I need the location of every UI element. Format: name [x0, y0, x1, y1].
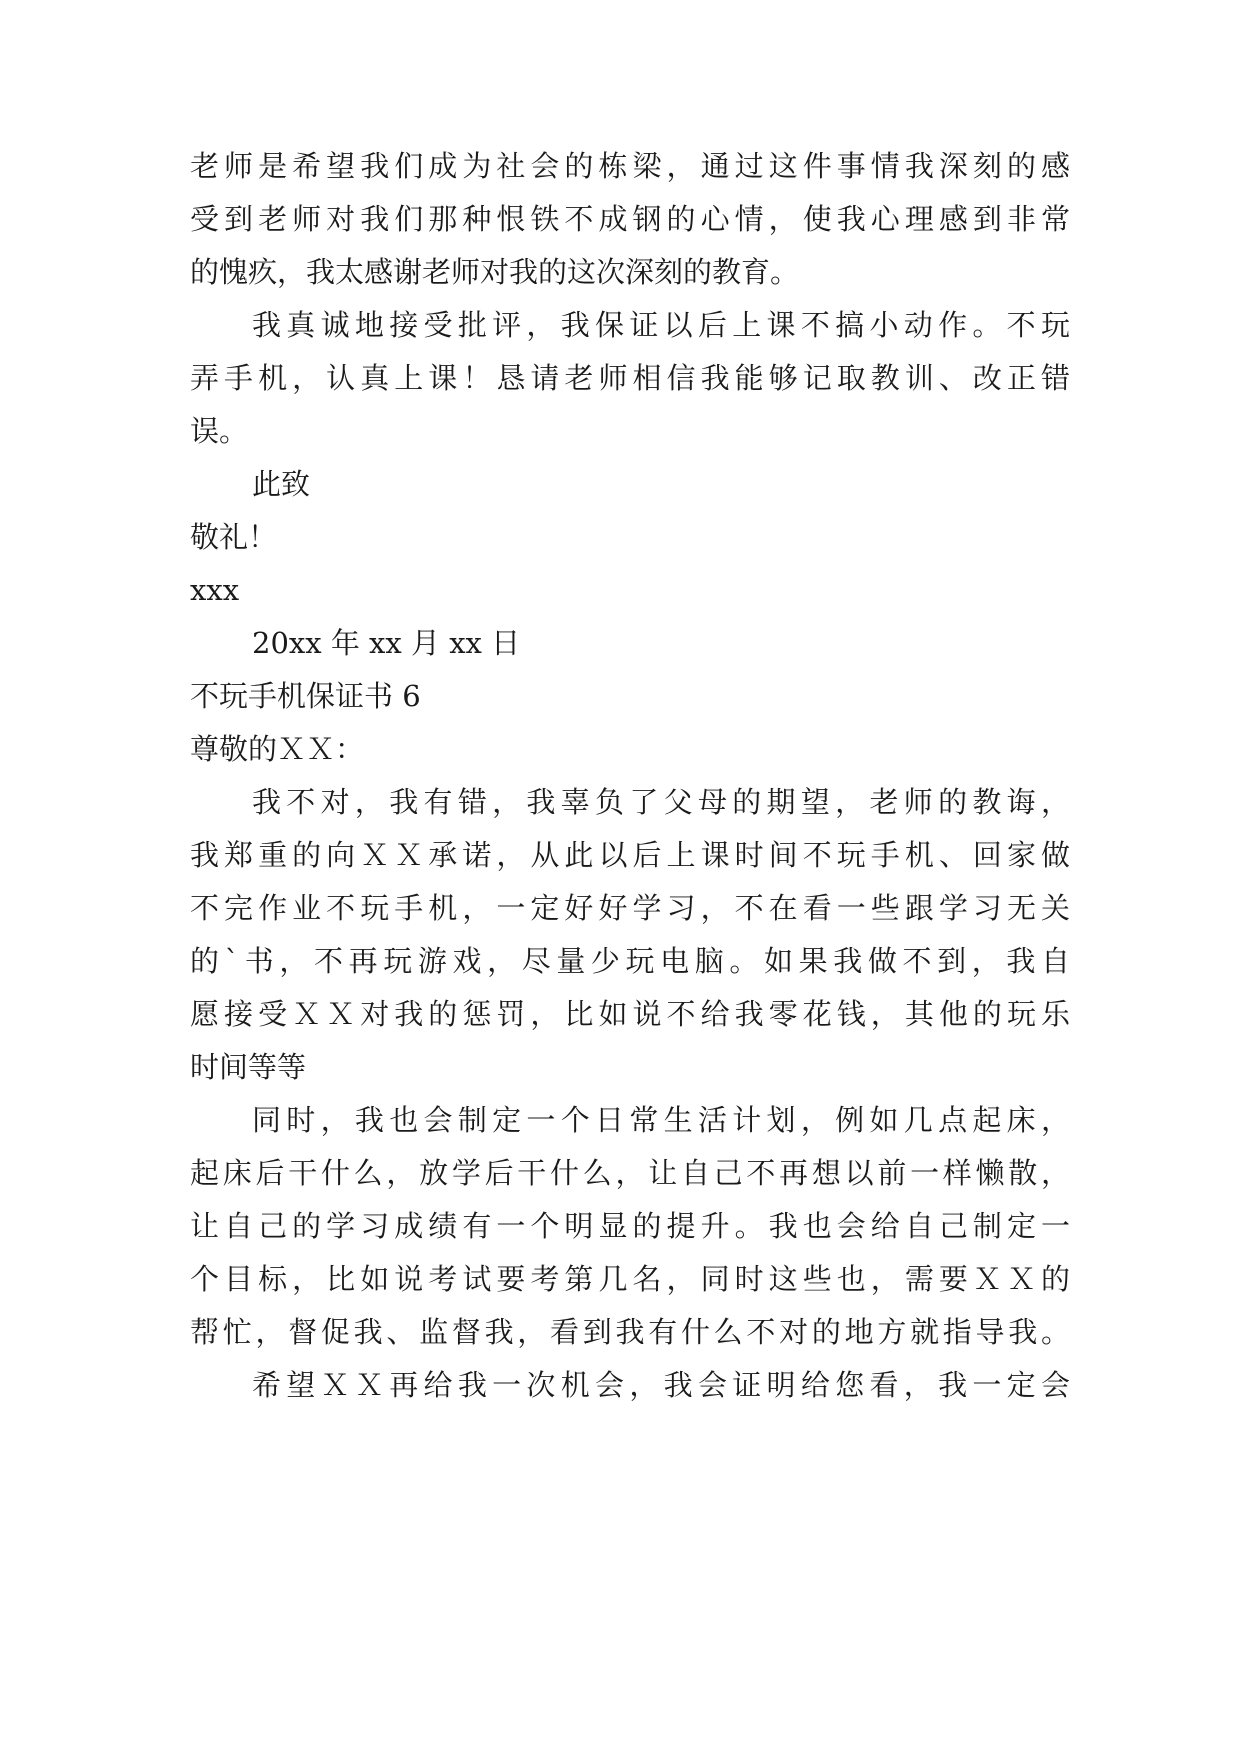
- text-line: 让自己的学习成绩有一个明显的提升。我也会给自己制定一: [190, 1209, 1070, 1243]
- text-line: 的愧疚，我太感谢老师对我的这次深刻的教育。: [190, 255, 800, 289]
- section-title: 不玩手机保证书 6: [190, 679, 421, 713]
- letter-greeting: 尊敬的ＸＸ：: [190, 732, 365, 766]
- closing-regards: 敬礼！: [190, 520, 278, 554]
- text-line: 老师是希望我们成为社会的栋梁，通过这件事情我深刻的感: [190, 149, 1070, 183]
- text-line: 起床后干什么，放学后干什么，让自己不再想以前一样懒散，: [190, 1156, 1070, 1190]
- text-line: 愿接受ＸＸ对我的惩罚，比如说不给我零花钱，其他的玩乐: [190, 997, 1070, 1031]
- text-line: 不完作业不玩手机，一定好好学习，不在看一些跟学习无关: [190, 891, 1070, 925]
- text-line: 受到老师对我们那种恨铁不成钢的心情，使我心理感到非常: [190, 202, 1070, 236]
- text-line: 希望ＸＸ再给我一次机会，我会证明给您看，我一定会: [252, 1368, 1070, 1402]
- text-line: 我郑重的向ＸＸ承诺，从此以后上课时间不玩手机、回家做: [190, 838, 1070, 872]
- text-line: 个目标，比如说考试要考第几名，同时这些也，需要ＸＸ的: [190, 1262, 1070, 1296]
- text-line: 时间等等: [190, 1050, 307, 1084]
- text-line: 误。: [190, 414, 249, 448]
- closing-salutation: 此致: [252, 467, 311, 501]
- text-line: 我不对，我有错，我辜负了父母的期望，老师的教诲，: [252, 785, 1070, 819]
- text-line: 同时，我也会制定一个日常生活计划，例如几点起床，: [252, 1103, 1070, 1137]
- signature-name: xxx: [190, 573, 240, 607]
- signature-date: 20xx 年 xx 月 xx 日: [252, 626, 521, 660]
- text-line: 帮忙，督促我、监督我，看到我有什么不对的地方就指导我。: [190, 1315, 1070, 1349]
- text-line: 我真诚地接受批评，我保证以后上课不搞小动作。不玩: [252, 308, 1070, 342]
- text-line: 的`书，不再玩游戏，尽量少玩电脑。如果我做不到，我自: [190, 944, 1070, 978]
- text-line: 弄手机，认真上课！恳请老师相信我能够记取教训、改正错: [190, 361, 1070, 395]
